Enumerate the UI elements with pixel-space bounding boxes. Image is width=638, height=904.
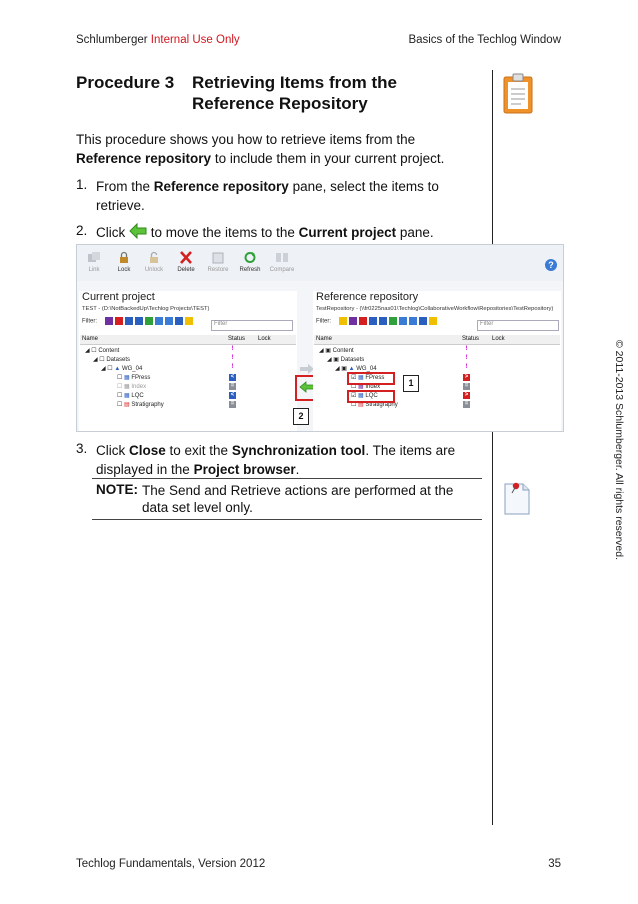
highlight-box xyxy=(347,390,395,403)
callout-2: 2 xyxy=(293,408,309,425)
grid-header xyxy=(80,335,296,345)
pane-path: TestRepository - (\\fr0225nas01\Techlog\CollaborativeWorkflow\Repositories\TestRepository) xyxy=(316,306,554,312)
section-title: Basics of the Techlog Window xyxy=(408,34,561,46)
tree-row-content[interactable]: ◢ ☐ Content xyxy=(85,348,120,354)
status-icon: ! xyxy=(465,346,468,352)
margin-divider xyxy=(492,70,493,825)
toolbar-label: Compare xyxy=(269,267,295,273)
tree-row-fpress[interactable]: ☑ ▦ FPress xyxy=(351,375,385,381)
row-label: Content xyxy=(98,348,120,354)
tree-row-index[interactable]: ☐ ▦ Index xyxy=(351,384,381,390)
filter-chip[interactable] xyxy=(369,317,377,325)
row-label: LQC xyxy=(131,393,144,399)
step-text-part: to move the items to the xyxy=(150,225,299,240)
step-text-part: to exit the xyxy=(165,443,232,458)
reference-repository-pane xyxy=(313,291,561,431)
toolbar-restore-button[interactable] xyxy=(203,249,233,279)
toolbar-label: Link xyxy=(88,267,100,273)
status-icon: < xyxy=(230,374,235,380)
toolbar xyxy=(77,245,563,281)
status-icon: ! xyxy=(231,355,234,361)
row-label: WG_04 xyxy=(356,366,377,372)
tree-row-stratigraphy[interactable]: ☐ ▤ Stratigraphy xyxy=(351,402,398,408)
filter-chip[interactable] xyxy=(389,317,397,325)
toolbar-unlock-button[interactable] xyxy=(139,249,169,279)
procedure-title-line2: Reference Repository xyxy=(192,94,368,113)
footer-title: Techlog Fundamentals, Version 2012 xyxy=(76,858,266,870)
col-status[interactable]: Status xyxy=(462,336,480,342)
step-text-part: . xyxy=(295,462,300,477)
row-label: Datasets xyxy=(340,357,365,363)
filter-chip[interactable] xyxy=(339,317,347,325)
pane-path: TEST - (D:\NotBackedUp\Techlog Projects\TEST) xyxy=(82,306,210,312)
refresh-icon xyxy=(243,251,257,264)
step-text-part: displayed in the xyxy=(96,462,194,477)
filter-chip[interactable] xyxy=(399,317,407,325)
pane-title: Reference repository xyxy=(316,291,419,303)
filter-input[interactable] xyxy=(211,320,293,331)
intro-text: This procedure shows you how to retrieve items from the xyxy=(76,132,416,147)
company-name: Schlumberger xyxy=(76,34,148,46)
col-name[interactable]: Name xyxy=(316,336,333,342)
toolbar-link-button[interactable] xyxy=(79,249,109,279)
step-text-part: Click xyxy=(96,443,129,458)
copyright-notice xyxy=(613,340,625,560)
row-label: Index xyxy=(131,384,147,390)
step-bold: Reference repository xyxy=(153,179,289,194)
tree-row-lqc[interactable]: ☐ ▦ LQC xyxy=(117,393,144,399)
step-bold: Current project xyxy=(298,225,397,240)
step-1-number: 1. xyxy=(76,177,88,192)
page-number: 35 xyxy=(548,858,561,870)
tree-row-index[interactable]: ☐ ▦ Index xyxy=(117,384,147,390)
toolbar-label: Unlock xyxy=(144,267,164,273)
step-text-part: Click xyxy=(96,225,129,240)
note-text xyxy=(142,482,472,516)
step-1-text xyxy=(96,177,486,215)
step-text-part: pane. xyxy=(396,225,434,240)
filter-label: Filter: xyxy=(82,318,97,325)
status-icon: ! xyxy=(231,364,234,370)
row-label: Content xyxy=(332,348,354,354)
status-icon: ! xyxy=(231,346,234,352)
step-bold: Close xyxy=(129,443,166,458)
toolbar-label: Restore xyxy=(207,267,229,273)
grid-header xyxy=(314,335,560,345)
status-icon: > xyxy=(464,392,469,398)
retrieve-arrow-icon xyxy=(129,223,147,239)
filter-chip[interactable] xyxy=(165,317,173,325)
lock-icon xyxy=(117,251,131,264)
status-icon: = xyxy=(464,401,469,407)
status-icon: ! xyxy=(465,364,468,370)
row-label: Stratigraphy xyxy=(131,402,164,408)
row-label: WG_04 xyxy=(121,366,143,372)
delete-icon xyxy=(179,251,193,264)
toolbar-refresh-button[interactable] xyxy=(235,249,265,279)
filter-chip[interactable] xyxy=(155,317,163,325)
current-project-pane xyxy=(79,291,297,431)
copyright-text: © 2011-2013 Schlumberger. All rights reserved. xyxy=(613,340,625,560)
note-line: data set level only. xyxy=(142,500,253,515)
filter-chip[interactable] xyxy=(419,317,427,325)
toolbar-compare-button[interactable] xyxy=(267,249,297,279)
toolbar-delete-button[interactable] xyxy=(171,249,201,279)
row-label: LQC xyxy=(365,393,378,399)
procedure-number: Procedure 3 xyxy=(76,73,175,92)
intro-bold: Reference repository xyxy=(76,151,212,166)
row-label: FPress xyxy=(131,375,151,381)
filter-chip[interactable] xyxy=(359,317,367,325)
toolbar-label: Delete xyxy=(177,267,195,273)
step-text-part: retrieve. xyxy=(96,198,145,213)
tree-row-datasets[interactable]: ◢ ▣ Datasets xyxy=(327,357,365,363)
col-name[interactable]: Name xyxy=(82,336,99,342)
status-icon: = xyxy=(230,383,235,389)
toolbar-label: Lock xyxy=(117,267,131,273)
filter-chip[interactable] xyxy=(145,317,153,325)
step-bold: Synchronization tool xyxy=(231,443,366,458)
tree-row-well[interactable]: ◢ ☐ ▲ WG_04 xyxy=(101,366,143,372)
unlock-icon xyxy=(147,251,161,264)
procedure-title-line1: Retrieving Items from the xyxy=(192,73,397,92)
filter-chip[interactable] xyxy=(135,317,143,325)
tree-row-datasets[interactable]: ◢ ☐ Datasets xyxy=(93,357,131,363)
filter-chip[interactable] xyxy=(409,317,417,325)
note-box xyxy=(92,478,482,520)
classification-label: Internal Use Only xyxy=(150,34,240,46)
row-label: FPress xyxy=(365,375,385,381)
note-line: The Send and Retrieve actions are performed at the xyxy=(142,483,454,498)
step-3-number: 3. xyxy=(76,441,88,456)
clipboard-icon xyxy=(503,72,533,114)
highlight-box xyxy=(347,372,395,385)
tree-row-fpress[interactable]: ☐ ▦ FPress xyxy=(117,375,151,381)
step-2-number: 2. xyxy=(76,223,88,238)
step-bold: Project browser xyxy=(193,462,296,477)
tree-row-stratigraphy[interactable]: ☐ ▤ Stratigraphy xyxy=(117,402,164,408)
filter-chip[interactable] xyxy=(379,317,387,325)
status-icon: < xyxy=(230,392,235,398)
filter-bar xyxy=(316,317,439,329)
toolbar-label: Refresh xyxy=(239,267,261,273)
step-text-part: pane, select the items to xyxy=(288,179,439,194)
filter-label: Filter: xyxy=(316,318,331,325)
compare-icon xyxy=(275,251,289,264)
note-label: NOTE: xyxy=(96,482,138,497)
step-3-text xyxy=(96,441,491,479)
filter-chip[interactable] xyxy=(125,317,133,325)
toolbar-lock-button[interactable] xyxy=(109,249,139,279)
intro-text-end: to include them in your current project. xyxy=(211,151,445,166)
status-icon: > xyxy=(464,374,469,380)
filter-chip[interactable] xyxy=(115,317,123,325)
row-label: Index xyxy=(365,384,381,390)
filter-placeholder: Filter xyxy=(480,321,494,327)
note-pin-icon xyxy=(503,480,531,516)
row-label: Stratigraphy xyxy=(365,402,398,408)
pane-title: Current project xyxy=(82,291,155,303)
step-text-part: From the xyxy=(96,179,154,194)
status-icon: = xyxy=(464,383,469,389)
synchronization-tool-screenshot xyxy=(76,244,564,432)
col-status[interactable]: Status xyxy=(228,336,246,342)
tree-row-well[interactable]: ◢ ▣ ▲ WG_04 xyxy=(335,366,377,372)
filter-chip[interactable] xyxy=(349,317,357,325)
filter-chip[interactable] xyxy=(175,317,183,325)
callout-1: 1 xyxy=(403,375,419,392)
col-lock[interactable]: Lock xyxy=(492,336,505,342)
link-icon xyxy=(87,251,101,264)
intro-paragraph xyxy=(76,130,486,168)
row-label: Datasets xyxy=(106,357,131,363)
filter-chip[interactable] xyxy=(105,317,113,325)
restore-icon xyxy=(211,251,225,264)
filter-chip[interactable] xyxy=(429,317,437,325)
step-2-text xyxy=(96,223,486,242)
step-text-part: . The items are xyxy=(365,443,456,458)
status-icon: ! xyxy=(465,355,468,361)
tree-row-content[interactable]: ◢ ▣ Content xyxy=(319,348,354,354)
filter-chip[interactable] xyxy=(185,317,193,325)
filter-bar xyxy=(82,317,195,329)
help-icon[interactable]: ? xyxy=(545,259,557,271)
status-icon: = xyxy=(230,401,235,407)
page-header-left xyxy=(76,34,240,46)
col-lock[interactable]: Lock xyxy=(258,336,271,342)
tree-row-lqc[interactable]: ☑ ▦ LQC xyxy=(351,393,378,399)
filter-input[interactable] xyxy=(477,320,559,331)
filter-placeholder: Filter xyxy=(214,321,228,327)
